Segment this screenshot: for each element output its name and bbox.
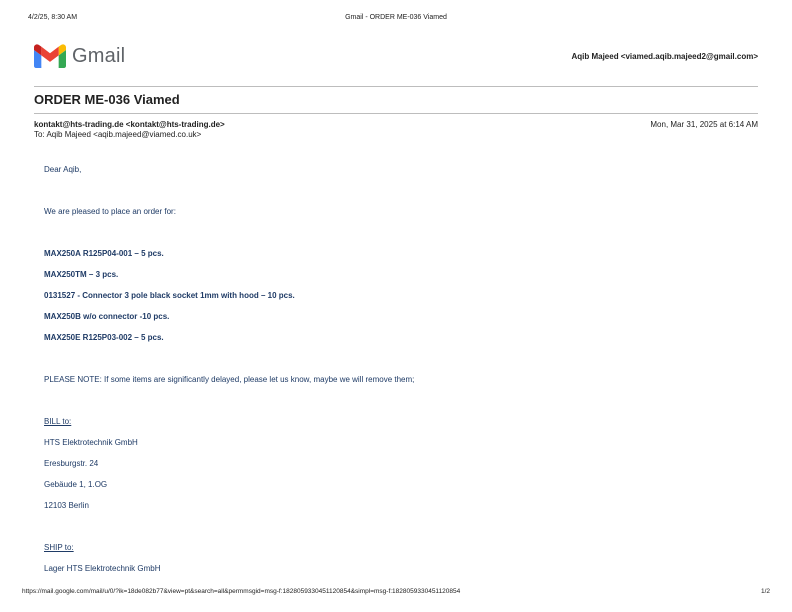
order-item: MAX250E R125P03-002 – 5 pcs.: [44, 333, 164, 342]
bill-to-line: 12103 Berlin: [44, 501, 89, 510]
order-item: MAX250A R125P04-001 – 5 pcs.: [44, 249, 164, 258]
print-header: [28, 14, 764, 26]
account-identity: Aqib Majeed <viamed.aqib.majeed2@gmail.com>: [571, 52, 758, 61]
order-item: MAX250TM – 3 pcs.: [44, 270, 119, 279]
header-divider: [34, 86, 758, 87]
print-url: https://mail.google.com/mail/u/0/?ik=18de082b77&view=pt&search=all&permmsgid=msg-f:1828059330451120854&simpl=msg-f:1828059330451120854: [22, 588, 461, 595]
ship-to-label: SHIP to:: [44, 543, 74, 552]
bill-to-line: HTS Elektrotechnik GmbH: [44, 438, 138, 447]
email-recipient: To: Aqib Majeed <aqib.majeed@viamed.co.uk>: [34, 130, 202, 139]
gmail-logo-icon: [34, 44, 66, 68]
gmail-header: [34, 42, 758, 74]
order-item: 0131527 - Connector 3 pole black socket 1mm with hood – 10 pcs.: [44, 291, 295, 300]
gmail-brand-text: Gmail: [72, 45, 126, 67]
email-sender: kontakt@hts-trading.de <kontakt@hts-trading.de>: [34, 120, 225, 129]
ship-to-line: Lager HTS Elektrotechnik GmbH: [44, 564, 161, 573]
email-date: Mon, Mar 31, 2025 at 6:14 AM: [650, 120, 758, 129]
order-item: MAX250B w/o connector -10 pcs.: [44, 312, 170, 321]
delay-note: PLEASE NOTE: If some items are significantly delayed, please let us know, maybe we will remove them;: [44, 375, 415, 384]
print-datetime: 4/2/25, 8:30 AM: [28, 14, 78, 21]
email-subject: ORDER ME-036 Viamed: [34, 92, 180, 107]
bill-to-line: Eresburgstr. 24: [44, 459, 99, 468]
subject-divider: [34, 113, 758, 114]
print-footer: [22, 588, 770, 598]
email-intro: We are pleased to place an order for:: [44, 207, 176, 216]
print-title: Gmail - ORDER ME-036 Viamed: [345, 14, 447, 21]
bill-to-line: Gebäude 1, 1.OG: [44, 480, 108, 489]
bill-to-label: BILL to:: [44, 417, 72, 426]
email-greeting: Dear Aqib,: [44, 165, 82, 174]
page-number: 1/2: [760, 588, 770, 595]
